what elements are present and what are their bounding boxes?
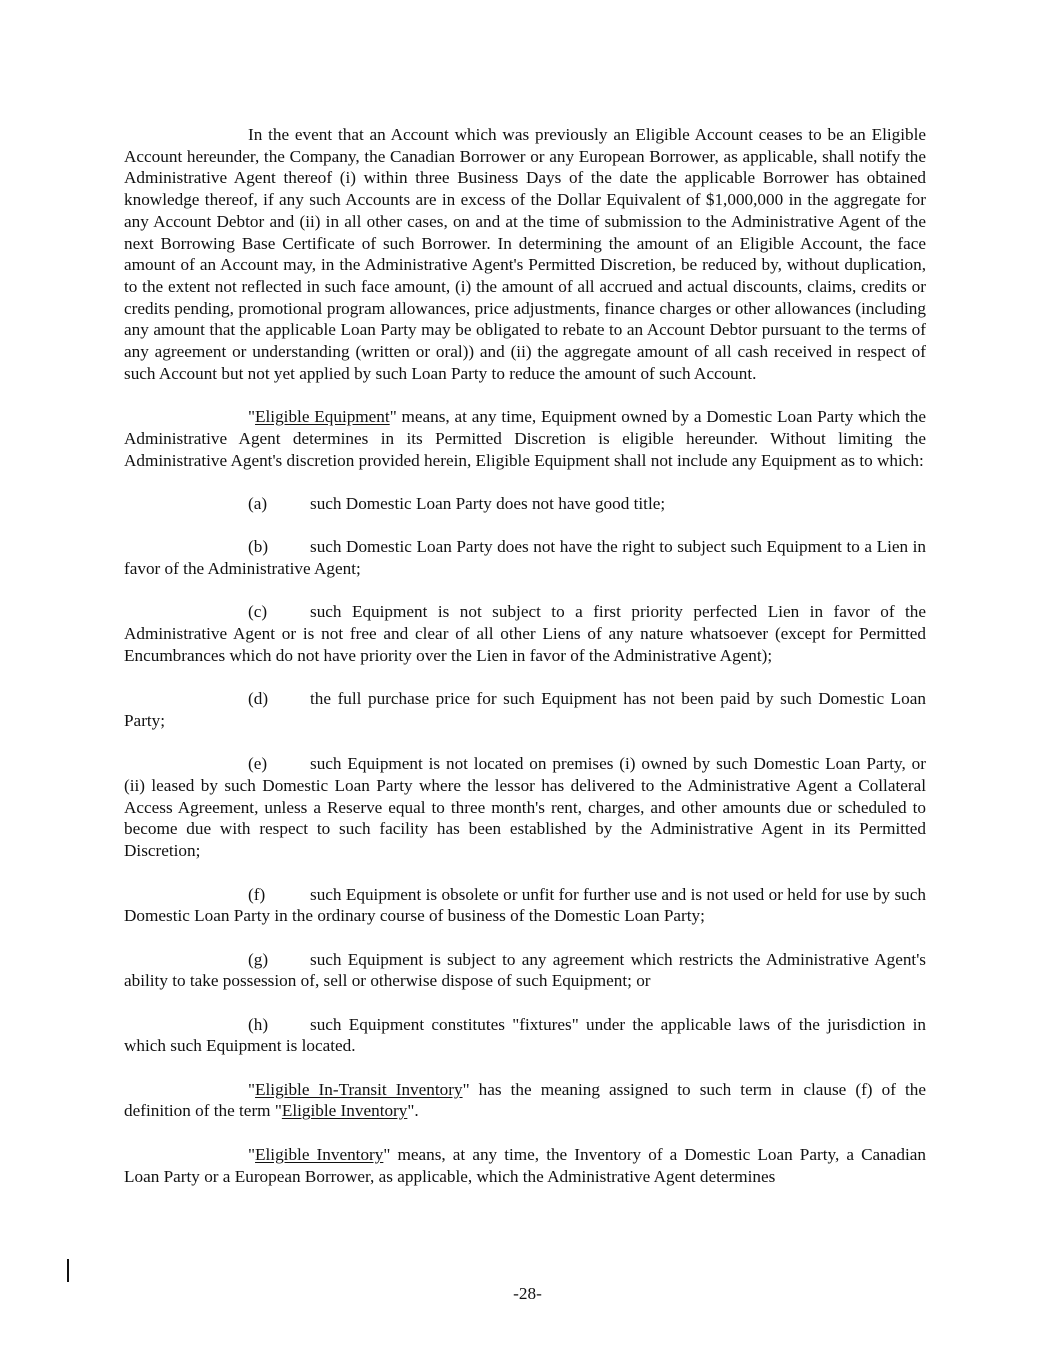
list-item-text: such Domestic Loan Party does not have good title;	[310, 493, 666, 513]
definition-eligible-inventory	[124, 1144, 926, 1187]
definition-eligible-equipment	[124, 406, 926, 471]
list-item-e	[124, 753, 926, 862]
list-item-c	[124, 601, 926, 666]
defined-term-eligible-inventory: Eligible Inventory	[255, 1144, 384, 1164]
page-number: -28-	[513, 1284, 542, 1303]
definition-text: " means, at any time, the Inventory of a Domestic Loan Party, a Canadian Loan Party or a European Borrower, as applicable, which the Administrative Agent determines	[124, 1144, 926, 1186]
open-quote: "	[248, 407, 256, 427]
list-item-h	[124, 1014, 926, 1057]
list-item-label: (d)	[248, 689, 269, 709]
list-item-text: such Equipment is obsolete or unfit for further use and is not used or held for use by such Domestic Loan Party in the ordinary course of business of the Domestic Loan Party;	[124, 884, 926, 926]
paragraph-ineligible-account-notice: In the event that an Account which was previously an Eligible Account ceases to be an Eligible Account hereunder, the Company, the Canadian Borrower or any European Borrower, as applicable, shall notify the Administrative Agent thereof (i) within three Business Days of the date the applicable Borrower has obtained knowledge thereof, if any such Accounts are in excess of the Dollar Equivalent of $1,000,000 in the aggregate for any Account Debtor and (ii) in all other cases, on and at the time of submission to the Administrative Agent of the next Borrowing Base Certificate of such Borrower. In determining the amount of an Eligible Account, the face amount of an Account may, in the Administrative Agent's Permitted Discretion, be reduced by, without duplication, to the extent not reflected in such face amount, (i) the amount of all accrued and actual discounts, claims, credits or credits pending, promotional program allowances, price adjustments, finance charges or other allowances (including any amount that the applicable Loan Party may be obligated to rebate to an Account Debtor pursuant to the terms of any agreement or understanding (written or oral)) and (ii) the aggregate amount of all cash received in respect of such Account but not yet applied by such Loan Party to reduce the amount of such Account.	[124, 125, 926, 383]
list-item-text: such Equipment is subject to any agreement which restricts the Administrative Agent's ability to take possession of, sell or otherwise dispose of such Equipment; or	[124, 949, 926, 991]
open-quote: "	[248, 1144, 256, 1164]
list-item-f	[124, 884, 926, 927]
definition-text: " means, at any time, Equipment owned by a Domestic Loan Party which the Administrative Agent determines in its Permitted Discretion is eligible hereunder. Without limiting the Administrative Agent's discretion provided herein, Eligible Equipment shall not include any Equipment as to which:	[124, 407, 926, 470]
defined-term-eligible-in-transit-inventory: Eligible In-Transit Inventory	[255, 1079, 463, 1099]
definition-text: " has the meaning assigned to such term in clause (f) of the definition of the term "	[124, 1079, 927, 1121]
list-item-text: such Equipment is not located on premises (i) owned by such Domestic Loan Party, or (ii) leased by such Domestic Loan Party where the lessor has delivered to the Administrative Agent a Collateral Access Agreement, unless a Reserve equal to three month's rent, charges, and other amounts due or scheduled to become due with respect to such facility has been established by the Administrative Agent in its Permitted Discretion;	[124, 754, 926, 861]
definition-text-end: ".	[407, 1101, 419, 1121]
list-item-text: the full purchase price for such Equipment has not been paid by such Domestic Loan Party;	[124, 689, 926, 730]
list-item-g	[124, 949, 926, 992]
definition-eligible-in-transit-inventory	[124, 1079, 926, 1122]
list-item-text: such Equipment constitutes "fixtures" under the applicable laws of the jurisdiction in which such Equipment is located.	[124, 1014, 926, 1056]
defined-term-eligible-equipment: Eligible Equipment	[255, 407, 390, 427]
margin-change-bar	[67, 1259, 69, 1282]
list-item-label: (g)	[248, 949, 269, 969]
list-item-text: such Domestic Loan Party does not have the right to subject such Equipment to a Lien in favor of the Administrative Agent;	[124, 537, 926, 579]
list-item-label: (e)	[248, 754, 268, 774]
list-item-label: (c)	[248, 602, 268, 622]
list-item-text: such Equipment is not subject to a first priority perfected Lien in favor of the Administrative Agent or is not free and clear of all other Liens of any nature whatsoever (except for Permitted Encumbrances which do not have priority over the Lien in favor of the Administrative Agent);	[124, 602, 926, 665]
list-item-label: (f)	[248, 884, 266, 904]
list-item-a	[124, 493, 926, 515]
list-item-label: (a)	[248, 493, 268, 513]
open-quote: "	[248, 1079, 256, 1099]
list-item-label: (b)	[248, 537, 269, 557]
cross-reference-eligible-inventory: Eligible Inventory	[281, 1101, 408, 1121]
document-page	[124, 124, 926, 1209]
list-item-label: (h)	[248, 1014, 269, 1034]
list-item-b	[124, 536, 926, 579]
list-item-d	[124, 688, 926, 731]
